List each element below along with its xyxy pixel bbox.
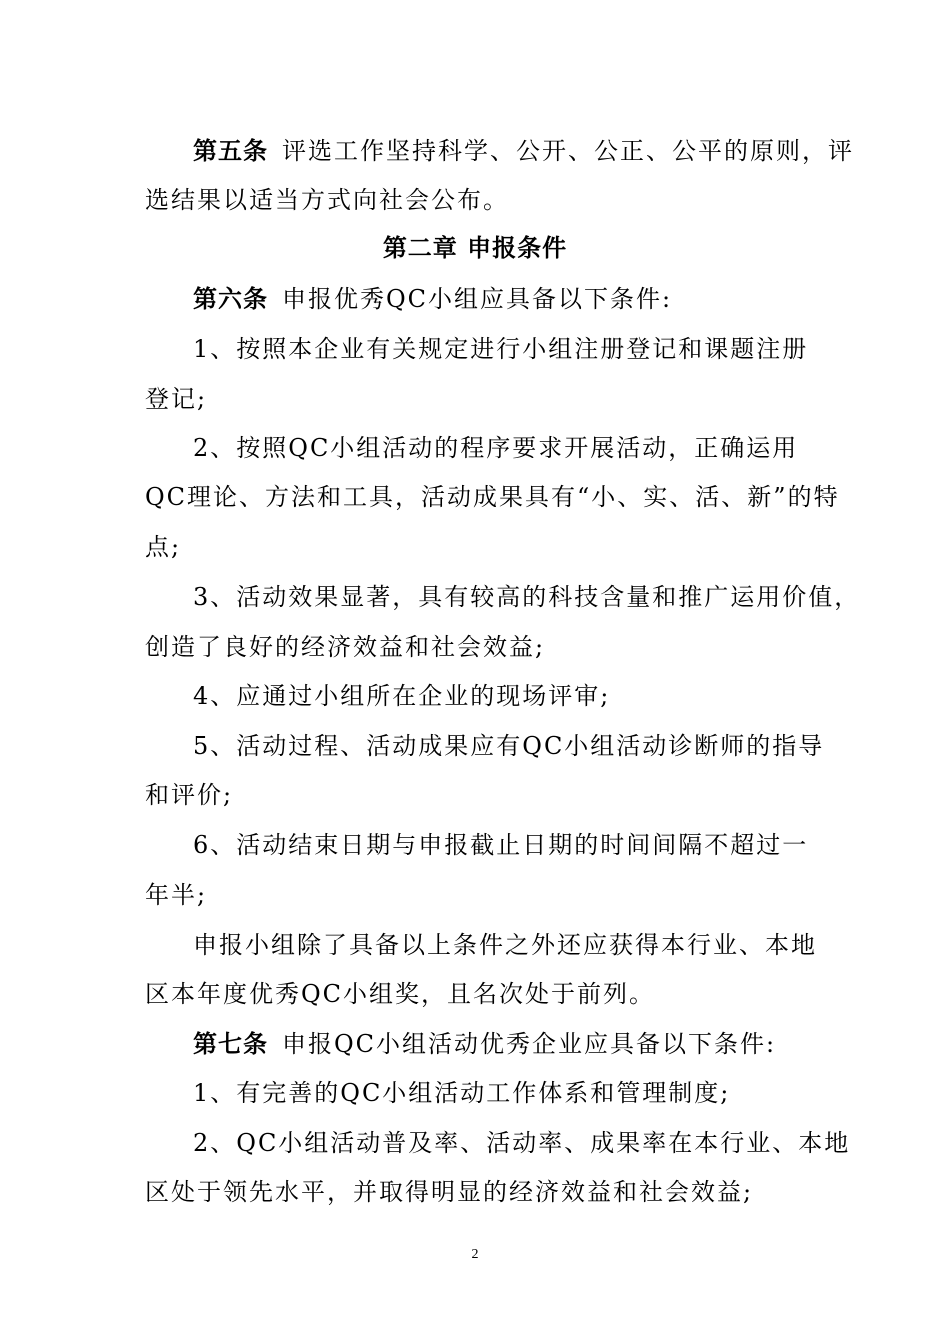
article-7-line-1 (193, 1024, 853, 1064)
article-7-text: 申报QC小组活动优秀企业应具备以下条件: (282, 1030, 777, 1058)
article-7-item-1: 1、有完善的QC小组活动工作体系和管理制度; (193, 1079, 731, 1107)
article-6-item-2-line-1: 2、按照QC小组活动的程序要求开展活动，正确运用 (193, 434, 799, 462)
article-6-line-1 (193, 279, 853, 319)
article-7-item-2-line-2: 区处于领先水平，并取得明显的经济效益和社会效益; (145, 1178, 754, 1206)
article-5-line-1 (193, 131, 853, 171)
article-6-item-2-line-3: 点; (145, 533, 182, 561)
article-6-item-1-line-1: 1、按照本企业有关规定进行小组注册登记和课题注册 (193, 335, 809, 363)
article-6-text: 申报优秀QC小组应具备以下条件: (282, 285, 673, 313)
article-5-text: 评选工作坚持科学、公开、公正、公平的原则，评 (282, 137, 854, 165)
page-number: 2 (471, 1247, 479, 1262)
article-6-item-5-line-1: 5、活动过程、活动成果应有QC小组活动诊断师的指导 (193, 732, 825, 760)
article-6-note-line-2: 区本年度优秀QC小组奖，且名次处于前列。 (145, 980, 656, 1008)
article-6-item-4: 4、应通过小组所在企业的现场评审; (193, 682, 611, 710)
article-6-item-6-line-1: 6、活动结束日期与申报截止日期的时间间隔不超过一 (193, 831, 809, 859)
article-6-item-1-line-2: 登记; (145, 385, 208, 413)
article-6-item-5-line-2: 和评价; (145, 781, 234, 809)
article-5-line-2: 选结果以适当方式向社会公布。 (145, 186, 509, 214)
article-6-item-3-line-1: 3、活动效果显著，具有较高的科技含量和推广运用价值， (193, 583, 861, 611)
article-6-item-3-line-2: 创造了良好的经济效益和社会效益; (145, 633, 546, 661)
article-7-item-2-line-1: 2、QC小组活动普及率、活动率、成果率在本行业、本地 (193, 1129, 851, 1157)
article-6-label: 第六条 (193, 285, 268, 313)
article-7-label: 第七条 (193, 1030, 268, 1058)
article-6-item-6-line-2: 年半; (145, 881, 208, 909)
article-5-label: 第五条 (193, 137, 268, 165)
article-6-note-line-1: 申报小组除了具备以上条件之外还应获得本行业、本地 (193, 931, 817, 959)
article-6-item-2-line-2: QC理论、方法和工具，活动成果具有“小、实、活、新”的特 (145, 483, 840, 511)
chapter-2-heading: 第二章 申报条件 (382, 234, 568, 262)
